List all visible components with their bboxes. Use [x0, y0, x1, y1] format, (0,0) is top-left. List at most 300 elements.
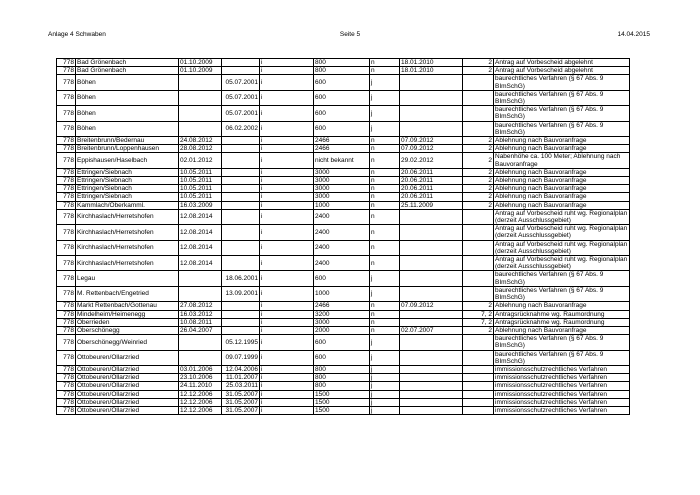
table-row	[57, 193, 630, 201]
cell-type: i	[260, 168, 314, 176]
table-row	[57, 75, 630, 90]
cell-code: 778	[57, 90, 76, 105]
cell-remark: baurechtliches Verfahren (§ 67 Abs. 9 BImSchG)	[494, 75, 630, 90]
cell-reason-code	[463, 374, 494, 382]
cell-reason-code: 2	[463, 185, 494, 193]
cell-location: Bad Grönenbach	[76, 59, 179, 67]
cell-location: Kirchhaslach/Herretshofen	[76, 225, 179, 240]
cell-reason-code	[463, 390, 494, 398]
cell-type: i	[260, 350, 314, 365]
cell-reason-code	[463, 209, 494, 224]
cell-decision-date	[400, 350, 463, 365]
cell-status: n	[370, 225, 400, 240]
cell-date-application: 12.08.2014	[179, 256, 222, 271]
cell-code: 778	[57, 271, 76, 286]
cell-remark: Ablehnung nach Bauvoranfrage	[494, 326, 630, 334]
cell-status: j	[370, 90, 400, 105]
cell-type: i	[260, 382, 314, 390]
cell-type: i	[260, 153, 314, 168]
cell-date-application	[179, 121, 222, 136]
cell-type: i	[260, 271, 314, 286]
cell-decision-date: 07.09.2012	[400, 302, 463, 310]
table-row	[57, 374, 630, 382]
cell-type: i	[260, 75, 314, 90]
cell-type: i	[260, 59, 314, 67]
cell-date-application: 12.12.2006	[179, 390, 222, 398]
cell-decision-date: 20.06.2011	[400, 185, 463, 193]
cell-status: j	[370, 75, 400, 90]
cell-decision-date	[400, 106, 463, 121]
cell-type: i	[260, 256, 314, 271]
cell-status: j	[370, 374, 400, 382]
cell-remark: baurechtliches Verfahren (§ 67 Abs. 9 BImSchG)	[494, 335, 630, 350]
cell-reason-code: 2	[463, 59, 494, 67]
cell-location: Kirchhaslach/Herretshofen	[76, 256, 179, 271]
cell-location: Ettringen/Siebnach	[76, 193, 179, 201]
cell-date-permit	[222, 185, 260, 193]
cell-remark: Antrag auf Vorbescheid ruht wg. Regionalplan (derzeit Ausschlussgebiet)	[494, 256, 630, 271]
cell-type: i	[260, 193, 314, 201]
cell-location: Oberschönegg	[76, 326, 179, 334]
cell-code: 778	[57, 153, 76, 168]
cell-date-permit: 05.12.1995	[222, 335, 260, 350]
cell-date-permit	[222, 201, 260, 209]
cell-height: 3000	[314, 177, 370, 185]
cell-code: 778	[57, 318, 76, 326]
cell-height: 3000	[314, 168, 370, 176]
cell-date-permit	[222, 256, 260, 271]
cell-code: 778	[57, 240, 76, 255]
cell-reason-code	[463, 75, 494, 90]
cell-decision-date: 25.11.2009	[400, 201, 463, 209]
cell-location: M. Rettenbach/Engetried	[76, 286, 179, 301]
cell-remark: Antrag auf Vorbescheid ruht wg. Regionalplan (derzeit Ausschlussgebiet)	[494, 225, 630, 240]
cell-height: 2466	[314, 145, 370, 153]
cell-remark: baurechtliches Verfahren (§ 67 Abs. 9 BImSchG)	[494, 106, 630, 121]
cell-reason-code: 2	[463, 201, 494, 209]
cell-date-permit	[222, 240, 260, 255]
cell-date-permit: 31.05.2007	[222, 398, 260, 406]
cell-height: 800	[314, 365, 370, 373]
cell-date-application: 03.01.2006	[179, 365, 222, 373]
table-row	[57, 209, 630, 224]
table-row	[57, 398, 630, 406]
table-row	[57, 240, 630, 255]
permit-table	[56, 58, 630, 415]
cell-height: 2400	[314, 225, 370, 240]
cell-remark: baurechtliches Verfahren (§ 67 Abs. 9 BImSchG)	[494, 90, 630, 105]
cell-reason-code	[463, 365, 494, 373]
cell-status: n	[370, 302, 400, 310]
table-row	[57, 177, 630, 185]
cell-date-application	[179, 286, 222, 301]
table-row	[57, 365, 630, 373]
cell-status: n	[370, 59, 400, 67]
cell-reason-code	[463, 240, 494, 255]
cell-date-application: 28.08.2012	[179, 145, 222, 153]
cell-height: 800	[314, 67, 370, 75]
cell-code: 778	[57, 398, 76, 406]
cell-date-application: 23.10.2006	[179, 374, 222, 382]
cell-reason-code: 2	[463, 302, 494, 310]
cell-remark: Ablehnung nach Bauvoranfrage	[494, 302, 630, 310]
cell-type: i	[260, 310, 314, 318]
cell-date-application: 24.08.2012	[179, 137, 222, 145]
cell-code: 778	[57, 365, 76, 373]
cell-code: 778	[57, 326, 76, 334]
cell-date-application	[179, 350, 222, 365]
cell-height: 2000	[314, 326, 370, 334]
cell-decision-date: 18.01.2010	[400, 67, 463, 75]
cell-date-application	[179, 106, 222, 121]
cell-location: Breitenbrunn/Loppenhausen	[76, 145, 179, 153]
cell-decision-date	[400, 271, 463, 286]
cell-type: i	[260, 406, 314, 414]
cell-decision-date	[400, 256, 463, 271]
cell-location: Ettringen/Siebnach	[76, 185, 179, 193]
cell-remark: Ablehnung nach Bauvoranfrage	[494, 177, 630, 185]
cell-status: n	[370, 209, 400, 224]
cell-date-application: 12.12.2006	[179, 398, 222, 406]
cell-height: 800	[314, 59, 370, 67]
cell-location: Ottobeuren/Ollarzried	[76, 365, 179, 373]
table-row	[57, 406, 630, 414]
cell-code: 778	[57, 256, 76, 271]
cell-location: Kirchhaslach/Herretshofen	[76, 209, 179, 224]
cell-type: i	[260, 106, 314, 121]
cell-height: 1500	[314, 390, 370, 398]
cell-date-application: 10.05.2011	[179, 185, 222, 193]
cell-decision-date: 07.09.2012	[400, 137, 463, 145]
table-row	[57, 286, 630, 301]
cell-reason-code	[463, 106, 494, 121]
cell-remark: baurechtliches Verfahren (§ 67 Abs. 9 BImSchG)	[494, 286, 630, 301]
cell-reason-code	[463, 382, 494, 390]
cell-type: i	[260, 240, 314, 255]
cell-date-application: 01.10.2009	[179, 59, 222, 67]
cell-remark: immissionsschutzrechtliches Verfahren	[494, 398, 630, 406]
cell-reason-code: 7, 2	[463, 318, 494, 326]
cell-location: Ottobeuren/Ollarzried	[76, 374, 179, 382]
cell-status: j	[370, 350, 400, 365]
cell-type: i	[260, 286, 314, 301]
table-row	[57, 137, 630, 145]
table-row	[57, 201, 630, 209]
cell-remark: baurechtliches Verfahren (§ 67 Abs. 9 BImSchG)	[494, 350, 630, 365]
cell-height: 1500	[314, 398, 370, 406]
cell-status: n	[370, 67, 400, 75]
cell-reason-code	[463, 335, 494, 350]
cell-type: i	[260, 398, 314, 406]
cell-location: Kirchhaslach/Herretshofen	[76, 240, 179, 255]
cell-type: i	[260, 302, 314, 310]
cell-date-permit	[222, 67, 260, 75]
cell-date-permit	[222, 209, 260, 224]
table-row	[57, 350, 630, 365]
cell-type: i	[260, 121, 314, 136]
cell-location: Markt Rettenbach/Gottenau	[76, 302, 179, 310]
table-row	[57, 185, 630, 193]
cell-location: Oberschönegg/Weinried	[76, 335, 179, 350]
table-row	[57, 90, 630, 105]
cell-status: j	[370, 382, 400, 390]
cell-code: 778	[57, 193, 76, 201]
cell-date-permit	[222, 145, 260, 153]
cell-date-application: 01.10.2009	[179, 67, 222, 75]
cell-code: 778	[57, 75, 76, 90]
table-row	[57, 302, 630, 310]
cell-decision-date: 20.06.2011	[400, 193, 463, 201]
cell-code: 778	[57, 185, 76, 193]
cell-location: Eppishausen/Haselbach	[76, 153, 179, 168]
cell-reason-code	[463, 350, 494, 365]
cell-date-permit: 06.02.2002	[222, 121, 260, 136]
cell-reason-code	[463, 406, 494, 414]
cell-reason-code	[463, 256, 494, 271]
cell-decision-date	[400, 365, 463, 373]
cell-date-permit: 05.07.2001	[222, 75, 260, 90]
cell-date-permit: 05.07.2001	[222, 90, 260, 105]
cell-decision-date: 20.06.2011	[400, 168, 463, 176]
cell-height: 2400	[314, 240, 370, 255]
cell-reason-code: 2	[463, 145, 494, 153]
cell-location: Legau	[76, 271, 179, 286]
cell-status: j	[370, 406, 400, 414]
cell-type: i	[260, 326, 314, 334]
cell-height: 1000	[314, 201, 370, 209]
page-number: Seite 5	[339, 31, 361, 38]
cell-height: 800	[314, 374, 370, 382]
cell-height: 600	[314, 335, 370, 350]
cell-remark: baurechtliches Verfahren (§ 67 Abs. 9 BImSchG)	[494, 121, 630, 136]
cell-decision-date	[400, 398, 463, 406]
cell-height: 2466	[314, 302, 370, 310]
cell-location: Mindelheim/Heimenegg	[76, 310, 179, 318]
cell-height: 3000	[314, 318, 370, 326]
cell-location: Breitenbrunn/Bedernau	[76, 137, 179, 145]
cell-remark: Ablehnung nach Bauvoranfrage	[494, 145, 630, 153]
cell-remark: baurechtliches Verfahren (§ 67 Abs. 9 BImSchG)	[494, 271, 630, 286]
cell-date-permit: 05.07.2001	[222, 106, 260, 121]
cell-status: n	[370, 137, 400, 145]
cell-type: i	[260, 67, 314, 75]
cell-date-permit: 31.05.2007	[222, 390, 260, 398]
cell-code: 778	[57, 168, 76, 176]
cell-reason-code: 2	[463, 67, 494, 75]
table-row	[57, 382, 630, 390]
cell-status: n	[370, 256, 400, 271]
cell-date-application: 10.05.2011	[179, 168, 222, 176]
cell-remark: Ablehnung nach Bauvoranfrage	[494, 168, 630, 176]
cell-date-permit: 11.01.2007	[222, 374, 260, 382]
cell-remark: Antrag auf Vorbescheid ruht wg. Regionalplan (derzeit Ausschlussgebiet)	[494, 209, 630, 224]
cell-code: 778	[57, 382, 76, 390]
cell-code: 778	[57, 106, 76, 121]
cell-location: Bad Grönenbach	[76, 67, 179, 75]
cell-location: Ottobeuren/Ollarzried	[76, 406, 179, 414]
cell-type: i	[260, 145, 314, 153]
cell-code: 778	[57, 286, 76, 301]
cell-date-application	[179, 271, 222, 286]
cell-height: 600	[314, 271, 370, 286]
table-row	[57, 67, 630, 75]
cell-code: 778	[57, 406, 76, 414]
cell-date-application: 02.01.2012	[179, 153, 222, 168]
cell-height: 600	[314, 350, 370, 365]
cell-type: i	[260, 390, 314, 398]
cell-status: j	[370, 286, 400, 301]
cell-reason-code: 7, 2	[463, 310, 494, 318]
cell-height: nicht bekannt	[314, 153, 370, 168]
cell-type: i	[260, 137, 314, 145]
cell-type: i	[260, 225, 314, 240]
cell-height: 600	[314, 121, 370, 136]
cell-date-permit	[222, 318, 260, 326]
cell-reason-code: 2	[463, 137, 494, 145]
cell-status: j	[370, 390, 400, 398]
cell-type: i	[260, 318, 314, 326]
cell-location: Böhen	[76, 90, 179, 105]
cell-remark: immissionsschutzrechtliches Verfahren	[494, 390, 630, 398]
cell-reason-code	[463, 90, 494, 105]
cell-height: 600	[314, 90, 370, 105]
cell-remark: Antragsrücknahme wg. Raumordnung	[494, 318, 630, 326]
cell-height: 3200	[314, 310, 370, 318]
cell-status: n	[370, 201, 400, 209]
cell-code: 778	[57, 201, 76, 209]
cell-date-application: 10.08.2011	[179, 318, 222, 326]
cell-date-application	[179, 75, 222, 90]
cell-reason-code: 2	[463, 153, 494, 168]
cell-remark: Ablehnung nach Bauvoranfrage	[494, 193, 630, 201]
cell-remark: Ablehnung nach Bauvoranfrage	[494, 185, 630, 193]
cell-decision-date	[400, 90, 463, 105]
cell-remark: Antrag auf Vorbescheid abgelehnt	[494, 59, 630, 67]
cell-date-application: 27.08.2012	[179, 302, 222, 310]
cell-location: Ottobeuren/Ollarzried	[76, 390, 179, 398]
cell-location: Kammlach/Oberkamml.	[76, 201, 179, 209]
table-row	[57, 153, 630, 168]
cell-remark: Antrag auf Vorbescheid ruht wg. Regionalplan (derzeit Ausschlussgebiet)	[494, 240, 630, 255]
cell-type: i	[260, 209, 314, 224]
cell-date-permit: 13.09.2001	[222, 286, 260, 301]
cell-type: i	[260, 374, 314, 382]
cell-decision-date	[400, 335, 463, 350]
cell-decision-date: 20.06.2011	[400, 177, 463, 185]
table-row	[57, 335, 630, 350]
cell-code: 778	[57, 145, 76, 153]
cell-remark: Antrag auf Vorbescheid abgelehnt	[494, 67, 630, 75]
cell-reason-code: 2	[463, 326, 494, 334]
cell-type: i	[260, 365, 314, 373]
cell-decision-date	[400, 310, 463, 318]
cell-status: n	[370, 168, 400, 176]
cell-date-permit: 18.06.2001	[222, 271, 260, 286]
cell-type: i	[260, 185, 314, 193]
cell-date-application	[179, 90, 222, 105]
cell-date-permit	[222, 225, 260, 240]
cell-date-application: 12.08.2014	[179, 240, 222, 255]
cell-date-permit	[222, 193, 260, 201]
cell-height: 2400	[314, 256, 370, 271]
cell-status: n	[370, 153, 400, 168]
cell-status: j	[370, 398, 400, 406]
table-row	[57, 271, 630, 286]
cell-decision-date	[400, 318, 463, 326]
cell-date-application: 12.08.2014	[179, 209, 222, 224]
cell-remark: immissionsschutzrechtliches Verfahren	[494, 374, 630, 382]
cell-code: 778	[57, 335, 76, 350]
header-date: 14.04.2015	[617, 31, 650, 38]
cell-type: i	[260, 177, 314, 185]
cell-status: j	[370, 106, 400, 121]
cell-remark: immissionsschutzrechtliches Verfahren	[494, 382, 630, 390]
table-row	[57, 326, 630, 334]
cell-status: n	[370, 193, 400, 201]
cell-reason-code: 2	[463, 193, 494, 201]
cell-location: Ottobeuren/Ollarzried	[76, 398, 179, 406]
cell-type: i	[260, 335, 314, 350]
cell-date-application: 10.05.2011	[179, 193, 222, 201]
table-row	[57, 168, 630, 176]
cell-code: 778	[57, 310, 76, 318]
cell-remark: Ablehnung nach Bauvoranfrage	[494, 201, 630, 209]
cell-date-permit: 25.03.2011	[222, 382, 260, 390]
cell-location: Ettringen/Siebnach	[76, 177, 179, 185]
cell-code: 778	[57, 302, 76, 310]
table-row	[57, 318, 630, 326]
cell-remark: immissionsschutzrechtliches Verfahren	[494, 365, 630, 373]
cell-decision-date	[400, 382, 463, 390]
cell-decision-date: 29.02.2012	[400, 153, 463, 168]
cell-status: n	[370, 240, 400, 255]
cell-height: 800	[314, 382, 370, 390]
cell-status: j	[370, 335, 400, 350]
cell-code: 778	[57, 390, 76, 398]
table-row	[57, 390, 630, 398]
cell-code: 778	[57, 225, 76, 240]
cell-code: 778	[57, 137, 76, 145]
cell-reason-code: 2	[463, 168, 494, 176]
cell-height: 600	[314, 75, 370, 90]
cell-decision-date: 02.07.2007	[400, 326, 463, 334]
cell-height: 2400	[314, 209, 370, 224]
cell-reason-code	[463, 398, 494, 406]
cell-height: 2466	[314, 137, 370, 145]
cell-status: n	[370, 310, 400, 318]
cell-height: 1000	[314, 286, 370, 301]
cell-height: 600	[314, 106, 370, 121]
cell-remark: Antragsrücknahme wg. Raumordnung	[494, 310, 630, 318]
cell-status: n	[370, 185, 400, 193]
cell-date-application: 26.04.2007	[179, 326, 222, 334]
cell-decision-date	[400, 225, 463, 240]
cell-code: 778	[57, 59, 76, 67]
table-row	[57, 121, 630, 136]
cell-height: 3000	[314, 193, 370, 201]
cell-date-application: 12.12.2006	[179, 406, 222, 414]
cell-location: Oberrieden	[76, 318, 179, 326]
cell-decision-date: 07.09.2012	[400, 145, 463, 153]
table-row	[57, 106, 630, 121]
cell-remark: immissionsschutzrechtliches Verfahren	[494, 406, 630, 414]
cell-remark: Ablehnung nach Bauvoranfrage	[494, 137, 630, 145]
cell-decision-date	[400, 286, 463, 301]
cell-date-permit: 09.07.1999	[222, 350, 260, 365]
cell-reason-code	[463, 225, 494, 240]
table-row	[57, 310, 630, 318]
table-row	[57, 59, 630, 67]
